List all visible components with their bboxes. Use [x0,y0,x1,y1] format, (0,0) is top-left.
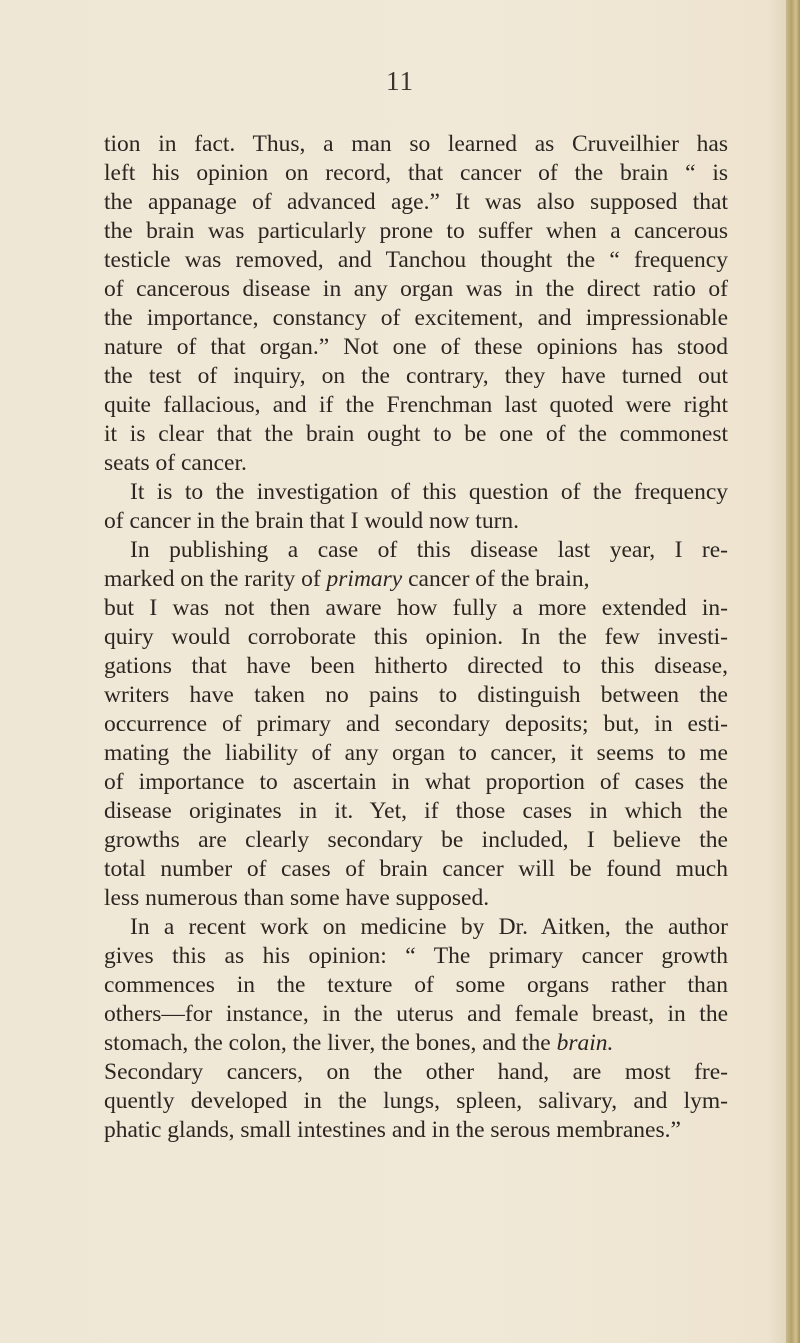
text-line: the appanage of advanced age.” It was also supposed that [104,189,728,215]
text-line: occurrence of primary and secondary deposits; but, in esti- [104,711,728,737]
text-line: others—for instance, in the uterus and female breast, in the [104,1001,728,1027]
paragraph-start-line: In a recent work on medicine by Dr. Aitken, the author [130,914,728,940]
text-line: of cancerous disease in any organ was in the direct ratio of [104,276,728,302]
text-segment: cancer of the brain, [402,566,590,592]
text-line: total number of cases of brain cancer will be found much [104,856,728,882]
text-line: seats of cancer. [104,450,247,476]
text-line: nature of that organ.” Not one of these opinions has stood [104,334,728,360]
page-number: 11 [386,66,414,96]
text-line: commences in the texture of some organs rather than [104,972,728,998]
text-line: gations that have been hitherto directed to this disease, [104,653,728,679]
text-line: testicle was removed, and Tanchou thought the “ frequency [104,247,728,273]
text-line: Secondary cancers, on the other hand, are most fre- [104,1059,728,1085]
paragraph-start-line: In publishing a case of this disease last year, I re- [130,537,728,563]
text-line: but I was not then aware how fully a more extended in- [104,595,728,621]
text-line: the test of inquiry, on the contrary, they have turned out [104,363,728,389]
text-line: tion in fact. Thus, a man so learned as Cruveilhier has [104,131,728,157]
text-line: quiry would corroborate this opinion. In the few investi- [104,624,728,650]
paragraph-start-line: It is to the investigation of this question of the frequency [130,479,728,505]
text-segment: stomach, the colon, the liver, the bones, and the [104,1030,557,1056]
text-line: writers have taken no pains to distinguish between the [104,682,728,708]
text-line: less numerous than some have supposed. [104,885,490,911]
text-line: left his opinion on record, that cancer of the brain “ is [104,160,728,186]
text-line: disease originates in it. Yet, if those cases in which the [104,798,728,824]
text-line: growths are clearly secondary be included, I believe the [104,827,728,853]
text-line: it is clear that the brain ought to be one of the commonest [104,421,728,447]
text-line: of importance to ascertain in what proportion of cases the [104,769,728,795]
italic-emphasis: brain. [556,1030,614,1056]
text-line: the importance, constancy of excitement, and impressionable [104,305,728,331]
text-line: quently developed in the lungs, spleen, salivary, and lym- [104,1088,728,1114]
text-line: phatic glands, small intestines and in the serous membranes.” [104,1117,681,1143]
text-line: mating the liability of any organ to cancer, it seems to me [104,740,728,766]
text-line-with-italic [104,1029,728,1057]
italic-emphasis: primary [326,566,403,592]
text-line-with-italic [104,565,728,593]
text-line: gives this as his opinion: “ The primary cancer growth [104,943,728,969]
text-line: the brain was particularly prone to suffer when a cancerous [104,218,728,244]
text-segment: marked on the rarity of [104,566,327,592]
text-line: quite fallacious, and if the Frenchman last quoted were right [104,392,728,418]
page-edge-shadow [786,0,800,1343]
text-line: of cancer in the brain that I would now turn. [104,508,520,534]
